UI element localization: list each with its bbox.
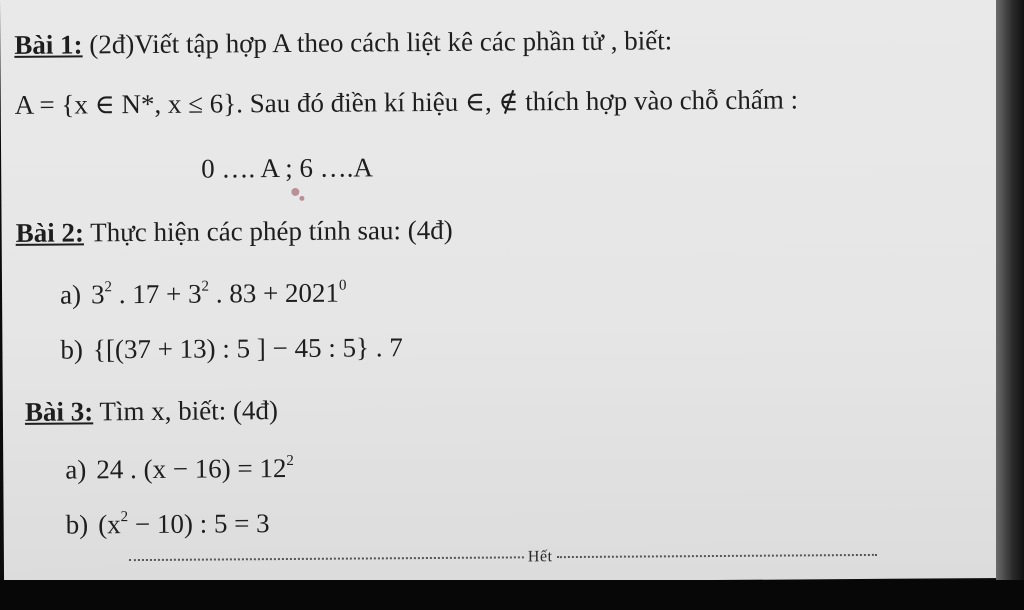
expr-part: 24 . (x − 16) = 12 [96, 453, 287, 485]
expr-part: (x [98, 509, 121, 540]
exponent: 2 [104, 279, 113, 296]
background-edge-right [996, 0, 1024, 610]
expr-part: 3 [90, 279, 105, 310]
item-label: a) [65, 454, 87, 485]
background-edge-bottom [0, 580, 1024, 610]
exercise-3a [65, 453, 294, 486]
exercise-2-title: Bài 2: [15, 217, 84, 248]
exercise-1-set-line [15, 84, 799, 120]
set-definition: A = {x ∈ N*, x ≤ 6} [14, 88, 237, 120]
exercise-2b [60, 332, 403, 365]
exercise-1-instruction: . Sau đó điền kí hiệu ∈, ∉ thích hợp vào chỗ chấm : [236, 84, 799, 119]
exercise-1-title: Bài 1: [14, 29, 83, 60]
expr-part: . 83 + 2021 [215, 277, 340, 309]
exponent: 2 [120, 509, 129, 526]
exponent: 2 [286, 452, 294, 470]
expr-part: − 10) : 5 = 3 [134, 508, 270, 540]
dotted-rule-left [129, 557, 524, 562]
exercise-3-text: Tìm x, biết: (4đ) [99, 395, 278, 427]
exercise-3-title: Bài 3: [24, 396, 94, 427]
item-label: b) [65, 509, 89, 540]
dotted-rule-right [557, 554, 877, 558]
item-label: a) [59, 279, 82, 310]
ink-speck [291, 188, 299, 196]
exercise-3b [66, 508, 270, 540]
exponent: 0 [338, 277, 347, 294]
end-marker [129, 546, 877, 569]
expr-part: . 17 + 3 [118, 278, 202, 310]
ink-speck [299, 196, 304, 201]
exercise-1-text: (2đ)Viết tập hợp A theo cách liệt kê các phần tử , biết: [89, 25, 673, 60]
item-label: b) [60, 334, 84, 365]
exercise-2a [60, 278, 347, 311]
expr-part: {[(37 + 13) : 5 ] − 45 : 5} . 7 [92, 332, 403, 365]
exponent: 2 [201, 278, 210, 295]
fill-in-blanks: 0 …. A ; 6 ….A [201, 152, 374, 184]
exercise-1-heading [14, 25, 672, 61]
exercise-1-fill-line [201, 152, 373, 184]
exercise-2-text: Thực hiện các phép tính sau: (4đ) [90, 214, 453, 248]
exercise-3-heading [25, 395, 278, 428]
end-label: Hết [527, 548, 553, 566]
exercise-2-heading [16, 215, 453, 249]
